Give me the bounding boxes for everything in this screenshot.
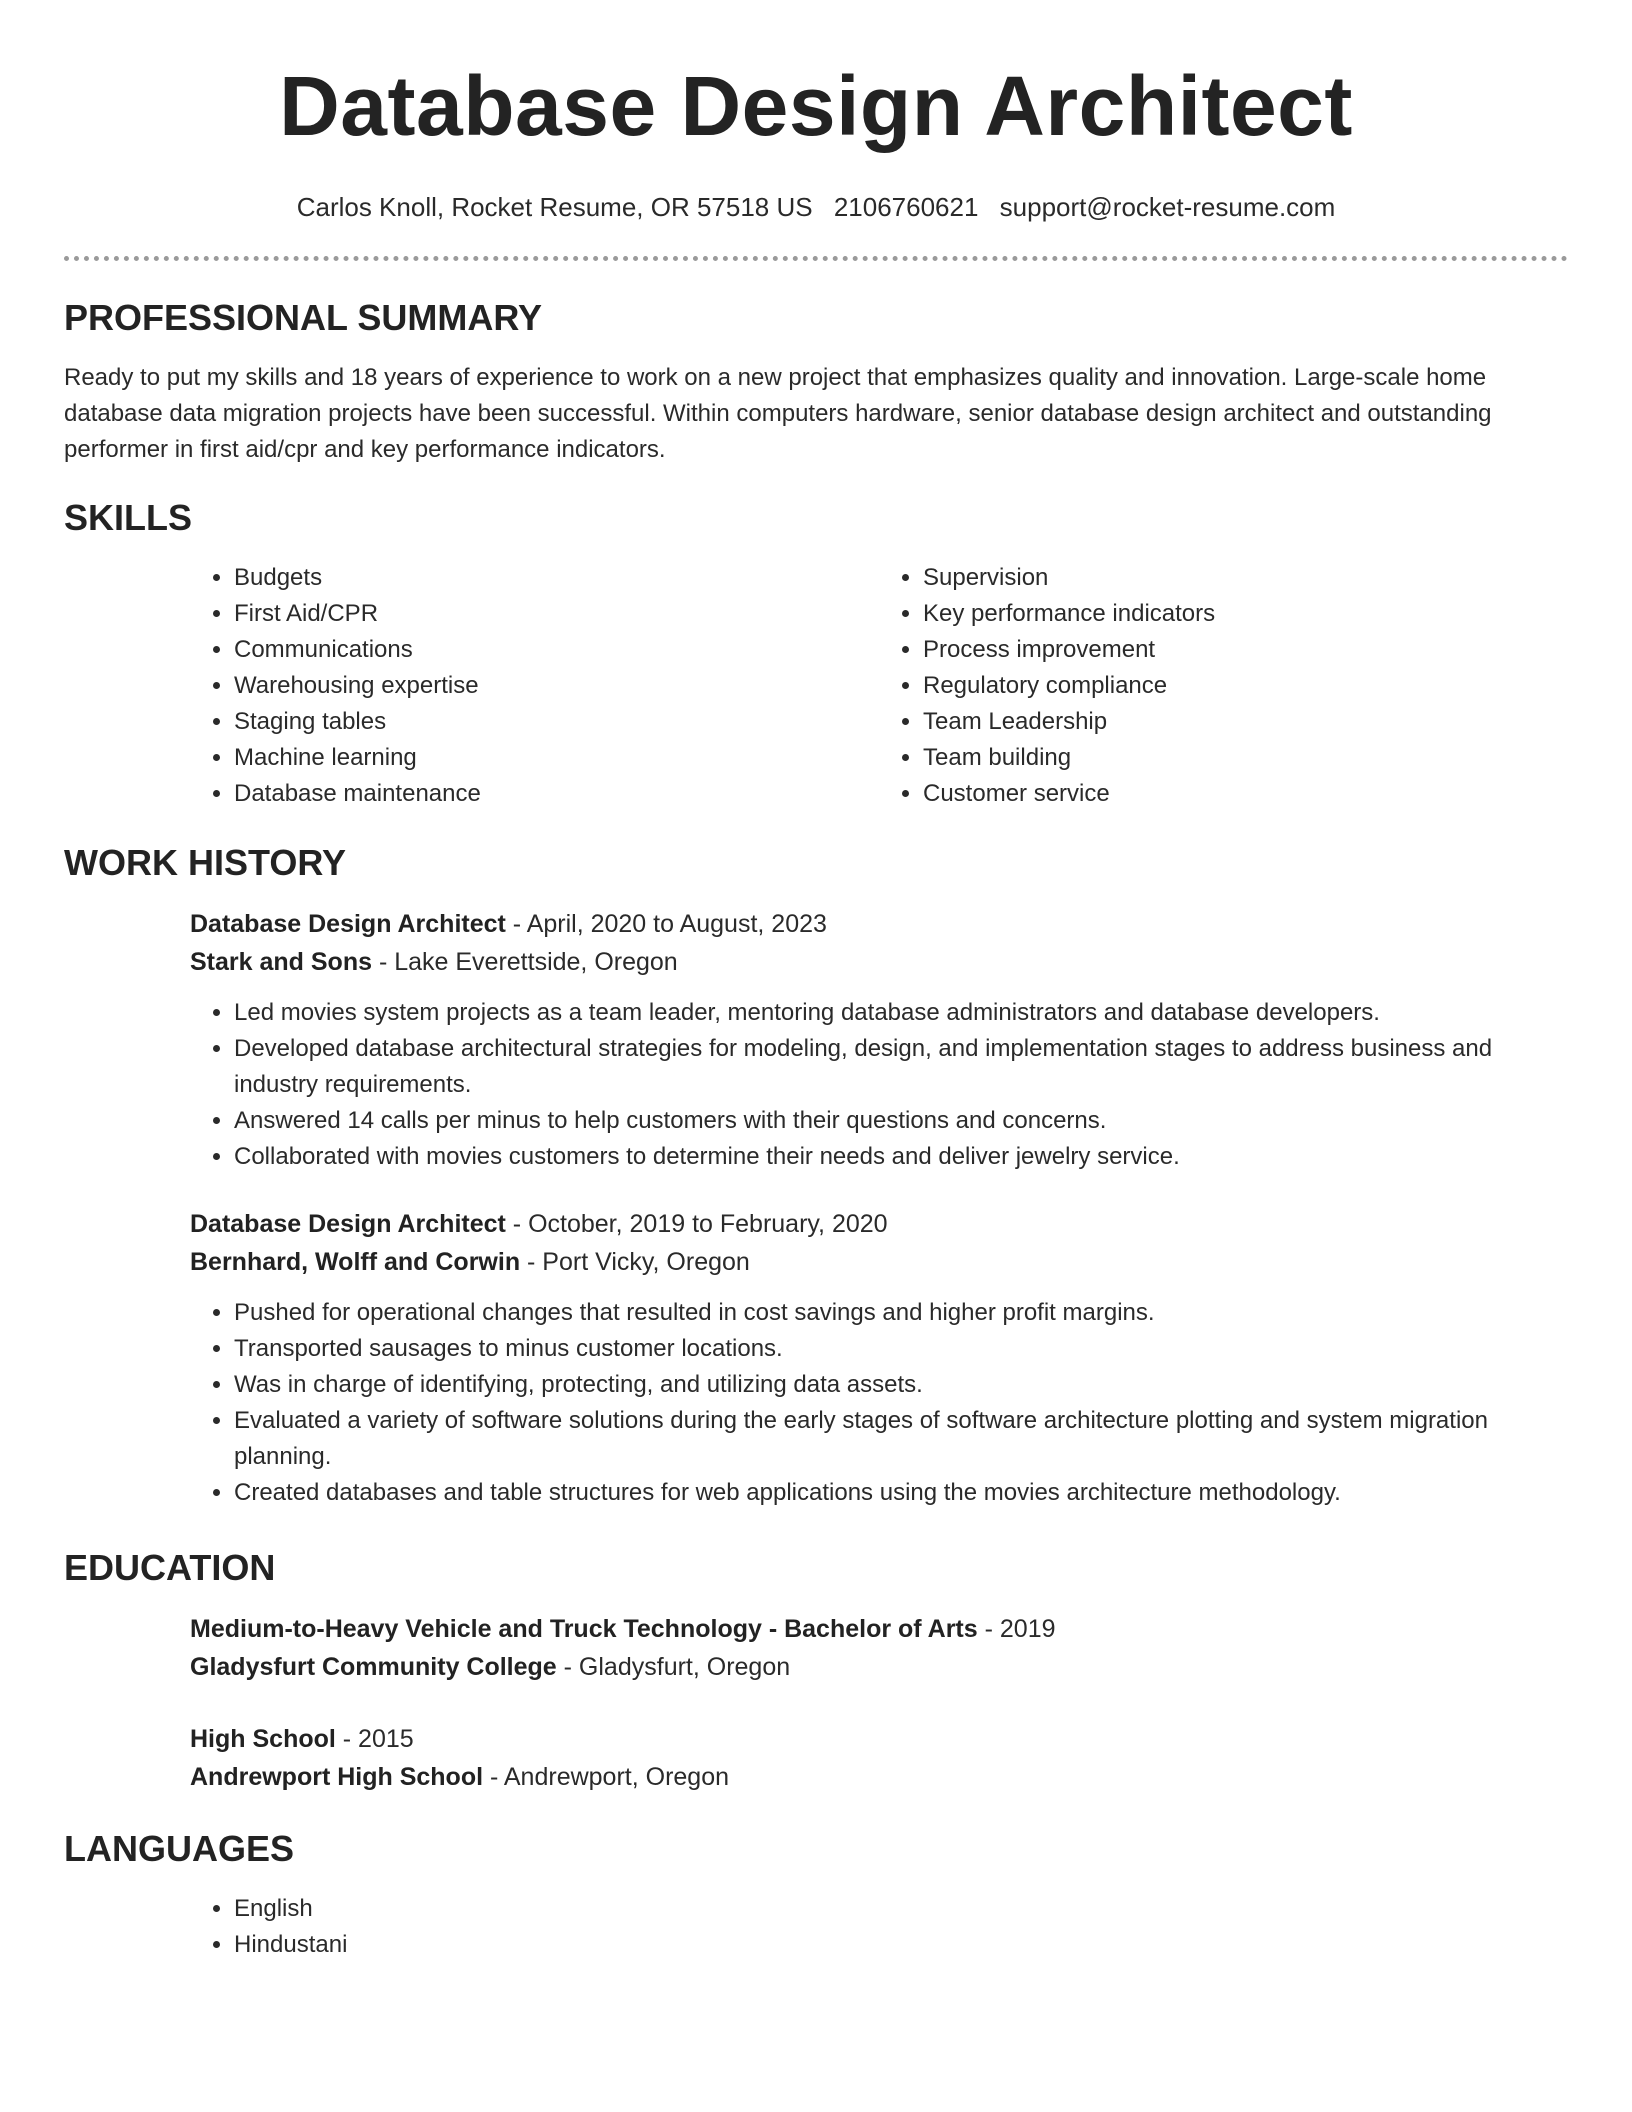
job-bullets <box>190 1295 1568 1511</box>
job-location: - Port Vicky, Oregon <box>520 1248 750 1276</box>
summary-section <box>64 296 1568 468</box>
skill-item: • Process improvement <box>923 632 1568 668</box>
education-year: - 2015 <box>335 1725 414 1753</box>
education-entry <box>190 1720 1568 1796</box>
job-bullet: • Pushed for operational changes that resulted in cost savings and higher profit margins. <box>234 1295 1568 1331</box>
job-bullet: • Answered 14 calls per minus to help customers with their questions and concerns. <box>234 1103 1568 1139</box>
languages-section <box>64 1827 1568 1963</box>
skill-item: • Communications <box>234 632 879 668</box>
job-bullet: • Evaluated a variety of software solutions during the early stages of software architecture plotting and system migration planning. <box>234 1403 1568 1475</box>
job-entry <box>190 1205 1568 1511</box>
education-degree: High School <box>190 1725 336 1753</box>
skill-item: • Machine learning <box>234 740 879 776</box>
work-heading: WORK HISTORY <box>64 842 347 883</box>
skills-heading: SKILLS <box>64 497 193 538</box>
education-year: - 2019 <box>977 1615 1056 1643</box>
education-degree-line <box>190 1720 1568 1758</box>
job-location: - Lake Everettside, Oregon <box>372 948 678 976</box>
skill-item: • Regulatory compliance <box>923 668 1568 704</box>
skills-list-left <box>190 560 879 812</box>
skill-item: • Team building <box>923 740 1568 776</box>
contact-phone: 2106760621 <box>833 192 979 222</box>
skill-item: • Customer service <box>923 776 1568 812</box>
education-location: - Andrewport, Oregon <box>483 1763 730 1791</box>
skill-item: • Warehousing expertise <box>234 668 879 704</box>
job-bullet: • Collaborated with movies customers to determine their needs and deliver jewelry service. <box>234 1139 1568 1175</box>
education-heading: EDUCATION <box>64 1547 276 1588</box>
skill-item: • Budgets <box>234 560 879 596</box>
education-degree-line <box>190 1610 1568 1648</box>
job-title-line <box>190 1205 1568 1243</box>
education-school: Andrewport High School <box>190 1763 484 1791</box>
job-bullet: • Developed database architectural strategies for modeling, design, and implementation stages to address business and industry requirements. <box>234 1031 1568 1103</box>
education-degree: Medium-to-Heavy Vehicle and Truck Technology - Bachelor of Arts <box>190 1615 978 1643</box>
job-bullet: • Led movies system projects as a team leader, mentoring database administrators and database developers. <box>234 995 1568 1031</box>
job-dates: - October, 2019 to February, 2020 <box>505 1210 888 1238</box>
job-bullet: • Was in charge of identifying, protecting, and utilizing data assets. <box>234 1367 1568 1403</box>
education-location: - Gladysfurt, Oregon <box>556 1653 791 1681</box>
skill-item: • Staging tables <box>234 704 879 740</box>
skills-columns <box>190 560 1568 812</box>
education-school-line <box>190 1648 1568 1686</box>
education-school-line <box>190 1758 1568 1796</box>
job-bullets <box>190 995 1568 1175</box>
job-dates: - April, 2020 to August, 2023 <box>505 910 827 938</box>
header-divider <box>64 256 1568 261</box>
contact-address: Carlos Knoll, Rocket Resume, OR 57518 US <box>296 192 813 222</box>
job-entry <box>190 905 1568 1175</box>
job-company-line <box>190 1243 1568 1281</box>
language-item: • Hindustani <box>234 1927 1568 1963</box>
skill-item: • Supervision <box>923 560 1568 596</box>
contact-line <box>64 190 1568 224</box>
education-entry <box>190 1610 1568 1686</box>
job-title: Database Design Architect <box>190 1210 506 1238</box>
job-title: Database Design Architect <box>190 910 506 938</box>
job-company-line <box>190 943 1568 981</box>
job-bullet: • Created databases and table structures for web applications using the movies architecture methodology. <box>234 1475 1568 1511</box>
education-section <box>64 1546 1568 1796</box>
skill-item: • First Aid/CPR <box>234 596 879 632</box>
summary-heading: PROFESSIONAL SUMMARY <box>64 297 543 338</box>
education-school: Gladysfurt Community College <box>190 1653 557 1681</box>
job-bullet: • Transported sausages to minus customer locations. <box>234 1331 1568 1367</box>
language-item: • English <box>234 1891 1568 1927</box>
job-company: Bernhard, Wolff and Corwin <box>190 1248 521 1276</box>
skills-list-right <box>879 560 1568 812</box>
languages-heading: LANGUAGES <box>64 1828 295 1869</box>
job-company: Stark and Sons <box>190 948 372 976</box>
languages-list <box>190 1891 1568 1963</box>
skills-section <box>64 496 1568 812</box>
resume-title: Database Design Architect <box>279 59 1353 153</box>
job-title-line <box>190 905 1568 943</box>
skill-item: • Team Leadership <box>923 704 1568 740</box>
skill-item: • Database maintenance <box>234 776 879 812</box>
summary-text: Ready to put my skills and 18 years of experience to work on a new project that emphasizes quality and innovation. Large-scale home database data migration projects have been successful. Within computers hardware, senior database design architect and outstanding performer in first aid/cpr and key performance indicators. <box>64 364 1492 463</box>
work-section <box>64 841 1568 1511</box>
contact-email: support@rocket-resume.com <box>999 192 1336 222</box>
skill-item: • Key performance indicators <box>923 596 1568 632</box>
